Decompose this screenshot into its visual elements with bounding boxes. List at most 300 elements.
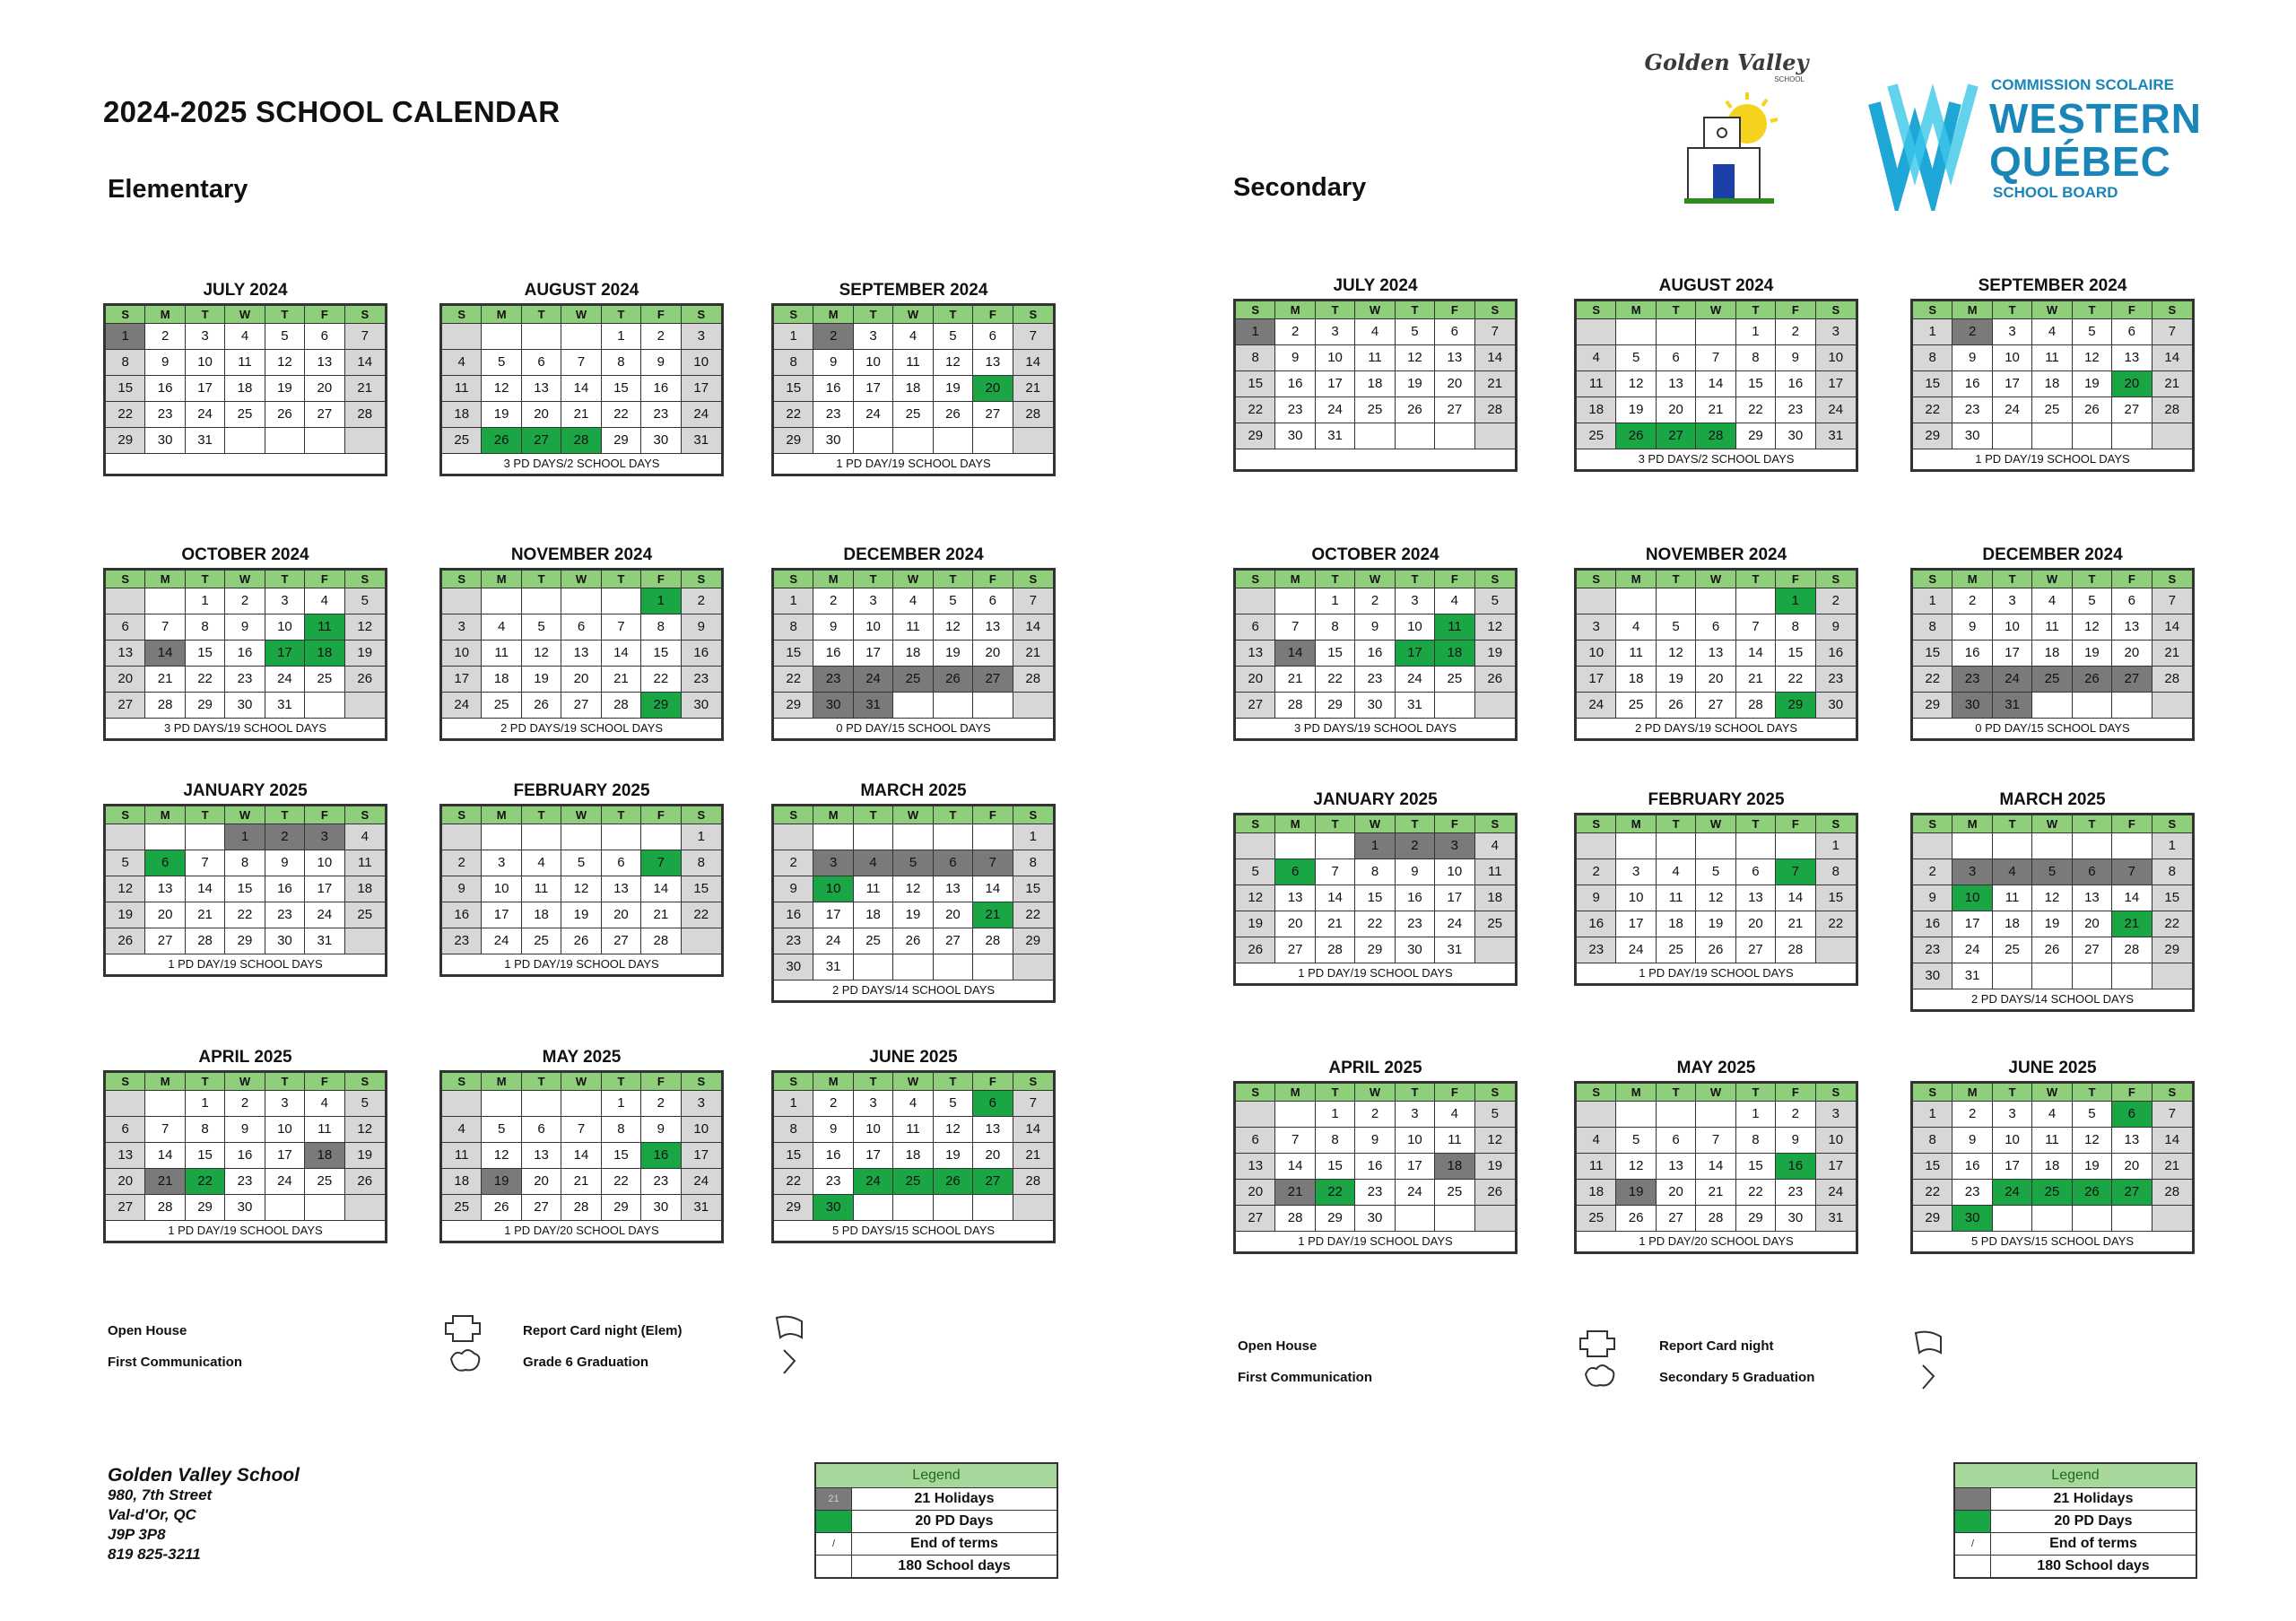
day-cell: 1 bbox=[1913, 1102, 1952, 1127]
day-cell: 12 bbox=[1475, 614, 1515, 640]
week-row bbox=[1913, 963, 2192, 989]
day-cell: 27 bbox=[1236, 693, 1275, 718]
day-cell: 4 bbox=[2032, 588, 2072, 614]
week-row bbox=[774, 824, 1053, 850]
day-cell bbox=[482, 324, 521, 349]
day-cell: 2 bbox=[1816, 588, 1856, 614]
month-grid bbox=[1910, 299, 2195, 472]
day-cell: 3 bbox=[1816, 1102, 1856, 1127]
legend-swatch-pd bbox=[816, 1511, 852, 1532]
month-june-2025 bbox=[771, 1045, 1056, 1243]
day-cell: 3 bbox=[265, 1091, 305, 1116]
day-cell: 26 bbox=[2032, 937, 2072, 963]
month-december-2024 bbox=[1910, 543, 2195, 741]
day-cell bbox=[2112, 423, 2152, 449]
weekday-label: S bbox=[361, 572, 370, 586]
day-cell: 5 bbox=[934, 588, 973, 614]
day-cell: 15 bbox=[1316, 1154, 1355, 1179]
day-cell bbox=[561, 1091, 601, 1116]
day-cell: 9 bbox=[813, 350, 853, 375]
day-cell: 13 bbox=[106, 1143, 145, 1168]
day-cell: 11 bbox=[305, 614, 344, 640]
week-row bbox=[1577, 859, 1856, 885]
day-cell bbox=[893, 428, 933, 453]
day-cell: 26 bbox=[106, 928, 145, 954]
day-cell: 10 bbox=[854, 614, 893, 640]
day-cell: 5 bbox=[1696, 859, 1735, 885]
day-cell: 30 bbox=[265, 928, 305, 954]
day-cell bbox=[1013, 693, 1053, 718]
day-cell: 1 bbox=[1816, 833, 1856, 858]
month-january-2025 bbox=[1233, 788, 1518, 986]
week-row bbox=[1913, 859, 2192, 885]
weekday-label: W bbox=[893, 806, 933, 824]
weekday-label: T bbox=[522, 571, 561, 588]
month-summary: 1 PD DAY/19 SCHOOL DAYS bbox=[1298, 1234, 1453, 1248]
weekday-label: W bbox=[1696, 815, 1735, 832]
month-title: OCTOBER 2024 bbox=[1311, 545, 1439, 564]
day-cell: 22 bbox=[106, 402, 145, 427]
day-cell: 23 bbox=[1952, 667, 1992, 692]
day-cell: 10 bbox=[1952, 885, 1992, 911]
day-cell: 7 bbox=[1316, 859, 1355, 885]
day-cell: 26 bbox=[265, 402, 305, 427]
day-cell: 28 bbox=[602, 693, 641, 718]
day-cell: 8 bbox=[1236, 345, 1275, 370]
day-cell: 27 bbox=[106, 693, 145, 718]
day-cell: 22 bbox=[774, 667, 813, 692]
day-cell: 14 bbox=[2152, 614, 2192, 640]
day-cell: 22 bbox=[1816, 911, 1856, 937]
week-row bbox=[774, 614, 1053, 641]
day-cell: 5 bbox=[265, 324, 305, 349]
wq-line1: COMMISSION SCOLAIRE bbox=[1991, 76, 2175, 93]
address-line4: 819 825-3211 bbox=[108, 1546, 201, 1563]
weekday-label: T bbox=[186, 1073, 225, 1090]
weekday-label: S bbox=[1831, 817, 1840, 831]
day-cell: 18 bbox=[1993, 911, 2032, 937]
day-cell bbox=[1913, 833, 1952, 858]
day-cell: 17 bbox=[1816, 371, 1856, 397]
day-cell: 21 bbox=[973, 902, 1013, 928]
weekday-label: W bbox=[2032, 301, 2072, 318]
day-cell: 11 bbox=[2032, 1128, 2072, 1153]
day-cell: 9 bbox=[1952, 345, 1992, 370]
day-cell: 24 bbox=[1396, 667, 1435, 692]
day-cell: 7 bbox=[1776, 859, 1815, 885]
week-row bbox=[1236, 859, 1515, 885]
weekday-label: W bbox=[893, 571, 933, 588]
week-row bbox=[1577, 885, 1856, 911]
day-cell bbox=[265, 428, 305, 453]
key-symbols-icon bbox=[444, 1314, 483, 1377]
day-cell bbox=[145, 1091, 185, 1116]
day-cell: 16 bbox=[1577, 911, 1616, 937]
day-cell: 14 bbox=[1776, 885, 1815, 911]
day-cell bbox=[1616, 588, 1656, 614]
day-cell: 12 bbox=[1657, 641, 1696, 666]
day-cell: 8 bbox=[225, 850, 265, 876]
day-cell: 30 bbox=[1355, 693, 1395, 718]
day-cell bbox=[2073, 963, 2112, 989]
day-cell: 4 bbox=[1435, 588, 1474, 614]
weekday-label: F bbox=[2112, 571, 2152, 588]
day-cell: 7 bbox=[1013, 324, 1053, 349]
day-cell bbox=[442, 1091, 482, 1116]
day-cell: 29 bbox=[186, 1195, 225, 1220]
day-cell: 13 bbox=[2112, 614, 2152, 640]
day-cell bbox=[2112, 1206, 2152, 1231]
legend-label-school-days: 180 School days bbox=[898, 1558, 1011, 1573]
day-cell: 13 bbox=[1435, 345, 1474, 370]
day-cell: 19 bbox=[1396, 371, 1435, 397]
day-cell: 20 bbox=[145, 902, 185, 928]
month-grid bbox=[1910, 568, 2195, 741]
month-june-2025 bbox=[1910, 1056, 2195, 1254]
day-cell: 26 bbox=[482, 428, 521, 453]
day-cell bbox=[2112, 693, 2152, 718]
week-row bbox=[106, 324, 385, 350]
day-cell: 30 bbox=[641, 1195, 681, 1220]
day-cell bbox=[813, 824, 853, 850]
day-cell: 13 bbox=[561, 641, 601, 666]
weekday-label: S bbox=[361, 308, 370, 321]
day-cell: 7 bbox=[1013, 1091, 1053, 1116]
day-cell bbox=[1616, 833, 1656, 858]
day-cell: 22 bbox=[1013, 902, 1053, 928]
day-cell: 7 bbox=[145, 614, 185, 640]
day-cell: 31 bbox=[1396, 693, 1435, 718]
week-row bbox=[106, 693, 385, 719]
week-row bbox=[106, 928, 385, 954]
day-cell: 23 bbox=[442, 928, 482, 954]
day-cell: 24 bbox=[1816, 1180, 1856, 1205]
day-cell: 22 bbox=[1736, 1180, 1776, 1205]
day-cell: 22 bbox=[1913, 397, 1952, 423]
weekday-label: F bbox=[1435, 571, 1474, 588]
day-cell: 23 bbox=[1952, 397, 1992, 423]
month-march-2025 bbox=[1910, 788, 2195, 1012]
school-building-icon bbox=[1632, 83, 1821, 209]
day-cell: 16 bbox=[1355, 641, 1395, 666]
day-cell: 6 bbox=[1236, 1128, 1275, 1153]
weekday-header bbox=[774, 571, 1053, 588]
day-cell bbox=[973, 693, 1013, 718]
day-cell bbox=[225, 428, 265, 453]
day-cell: 9 bbox=[1396, 859, 1435, 885]
day-cell bbox=[1577, 588, 1616, 614]
sec-key-report-card: Report Card night bbox=[1659, 1338, 1774, 1354]
day-cell bbox=[2032, 833, 2072, 858]
day-cell: 10 bbox=[854, 350, 893, 375]
logo-text: Golden Valley bbox=[1644, 49, 1809, 75]
day-cell: 30 bbox=[813, 1195, 853, 1220]
week-row bbox=[1913, 667, 2192, 693]
month-summary: 0 PD DAY/15 SCHOOL DAYS bbox=[836, 721, 991, 735]
weekday-label: T bbox=[1736, 1084, 1776, 1101]
day-cell: 1 bbox=[641, 588, 681, 614]
weekday-label: M bbox=[1952, 571, 1992, 588]
day-cell: 9 bbox=[225, 614, 265, 640]
day-cell: 11 bbox=[1577, 371, 1616, 397]
day-cell bbox=[106, 1091, 145, 1116]
legend-elementary bbox=[814, 1462, 1058, 1579]
weekday-label: S bbox=[106, 806, 145, 824]
weekday-label: F bbox=[2112, 815, 2152, 832]
day-cell: 29 bbox=[186, 693, 225, 718]
day-cell bbox=[2112, 833, 2152, 858]
day-cell bbox=[934, 824, 973, 850]
weekday-label: M bbox=[1616, 1084, 1656, 1101]
day-cell: 5 bbox=[345, 1091, 385, 1116]
month-grid bbox=[771, 1070, 1056, 1243]
day-cell: 16 bbox=[265, 876, 305, 902]
day-cell: 25 bbox=[2032, 667, 2072, 692]
week-row bbox=[1577, 345, 1856, 371]
day-cell: 2 bbox=[1776, 319, 1815, 344]
day-cell: 17 bbox=[854, 1143, 893, 1168]
day-cell: 25 bbox=[1993, 937, 2032, 963]
day-cell: 18 bbox=[345, 876, 385, 902]
week-row bbox=[442, 876, 721, 902]
day-cell bbox=[1577, 1102, 1616, 1127]
week-row bbox=[1913, 693, 2192, 719]
day-cell: 1 bbox=[186, 1091, 225, 1116]
day-cell: 5 bbox=[934, 324, 973, 349]
day-cell: 7 bbox=[2152, 588, 2192, 614]
legend-swatch-school bbox=[1955, 1556, 1991, 1577]
day-cell: 5 bbox=[1616, 1128, 1656, 1153]
weekday-label: S bbox=[2168, 572, 2177, 586]
weekday-label: M bbox=[482, 306, 521, 323]
day-cell: 28 bbox=[345, 402, 385, 427]
week-row bbox=[774, 641, 1053, 667]
day-cell bbox=[1657, 833, 1696, 858]
day-cell bbox=[345, 928, 385, 954]
week-row bbox=[1577, 1128, 1856, 1154]
weekday-label: F bbox=[1435, 815, 1474, 832]
day-cell: 9 bbox=[1275, 345, 1315, 370]
day-cell bbox=[1475, 937, 1515, 963]
month-summary: 1 PD DAY/19 SCHOOL DAYS bbox=[504, 957, 659, 971]
day-cell: 11 bbox=[2032, 345, 2072, 370]
weekday-label: T bbox=[934, 1073, 973, 1090]
day-cell: 8 bbox=[602, 350, 641, 375]
day-cell: 15 bbox=[186, 1143, 225, 1168]
day-cell: 20 bbox=[934, 902, 973, 928]
day-cell: 19 bbox=[1475, 641, 1515, 666]
day-cell: 21 bbox=[641, 902, 681, 928]
day-cell: 11 bbox=[225, 350, 265, 375]
day-cell: 4 bbox=[305, 588, 344, 614]
wq-line4: SCHOOL BOARD bbox=[1993, 184, 2118, 201]
day-cell: 2 bbox=[442, 850, 482, 876]
day-cell: 25 bbox=[2032, 1180, 2072, 1205]
week-row bbox=[774, 902, 1053, 928]
day-cell: 11 bbox=[1657, 885, 1696, 911]
day-cell bbox=[1952, 833, 1992, 858]
day-cell bbox=[1396, 423, 1435, 449]
day-cell: 4 bbox=[345, 824, 385, 850]
legend-label-end-terms: End of terms bbox=[910, 1536, 998, 1551]
weekday-label: S bbox=[2168, 817, 2177, 831]
weekday-label: M bbox=[1616, 815, 1656, 832]
day-cell bbox=[522, 324, 561, 349]
month-grid bbox=[1233, 1081, 1518, 1254]
day-cell: 7 bbox=[2152, 1102, 2192, 1127]
day-cell bbox=[561, 824, 601, 850]
legend-swatch-holiday bbox=[1955, 1488, 1991, 1510]
weekday-label: S bbox=[106, 1073, 145, 1090]
legend-label-holidays: 21 Holidays bbox=[2053, 1491, 2134, 1506]
day-cell: 2 bbox=[813, 588, 853, 614]
weekday-label: F bbox=[973, 571, 1013, 588]
day-cell bbox=[2032, 1206, 2072, 1231]
weekday-label: T bbox=[186, 806, 225, 824]
day-cell bbox=[106, 824, 145, 850]
day-cell: 19 bbox=[482, 1169, 521, 1194]
weekday-label: T bbox=[522, 1073, 561, 1090]
day-cell: 4 bbox=[1616, 614, 1656, 640]
week-row bbox=[1577, 1102, 1856, 1128]
day-cell bbox=[1435, 693, 1474, 718]
day-cell: 15 bbox=[774, 641, 813, 666]
day-cell: 26 bbox=[1236, 937, 1275, 963]
day-cell: 16 bbox=[225, 1143, 265, 1168]
day-cell: 14 bbox=[1275, 641, 1315, 666]
day-cell: 1 bbox=[1736, 1102, 1776, 1127]
day-cell: 16 bbox=[145, 376, 185, 401]
day-cell: 31 bbox=[1952, 963, 1992, 989]
day-cell: 23 bbox=[225, 667, 265, 692]
day-cell: 8 bbox=[186, 1117, 225, 1142]
weekday-label: S bbox=[774, 571, 813, 588]
week-row bbox=[442, 324, 721, 350]
day-cell: 30 bbox=[1952, 693, 1992, 718]
day-cell: 22 bbox=[602, 1169, 641, 1194]
week-row bbox=[442, 376, 721, 402]
month-summary: 1 PD DAY/19 SCHOOL DAYS bbox=[168, 957, 323, 971]
flag-chevron-icon bbox=[771, 1314, 807, 1377]
day-cell: 2 bbox=[1275, 319, 1315, 344]
week-row bbox=[442, 1195, 721, 1221]
day-cell: 28 bbox=[1275, 693, 1315, 718]
day-cell bbox=[893, 954, 933, 980]
day-cell bbox=[2112, 963, 2152, 989]
day-cell: 14 bbox=[2152, 345, 2192, 370]
day-cell: 4 bbox=[893, 324, 933, 349]
month-grid bbox=[103, 303, 387, 476]
weekday-header bbox=[442, 571, 721, 588]
weekday-label: T bbox=[2073, 571, 2112, 588]
day-cell: 13 bbox=[973, 350, 1013, 375]
week-row bbox=[1577, 667, 1856, 693]
weekday-label: T bbox=[2073, 815, 2112, 832]
day-cell: 16 bbox=[1396, 885, 1435, 911]
day-cell: 2 bbox=[1396, 833, 1435, 858]
day-cell bbox=[973, 428, 1013, 453]
day-cell: 14 bbox=[2152, 1128, 2192, 1153]
week-row bbox=[106, 902, 385, 928]
weekday-label: T bbox=[1316, 815, 1355, 832]
day-cell: 15 bbox=[1913, 641, 1952, 666]
day-cell: 9 bbox=[813, 614, 853, 640]
day-cell bbox=[854, 954, 893, 980]
day-cell: 4 bbox=[1435, 1102, 1474, 1127]
week-row bbox=[106, 824, 385, 850]
day-cell: 10 bbox=[854, 1117, 893, 1142]
day-cell: 31 bbox=[682, 428, 721, 453]
weekday-label: T bbox=[934, 306, 973, 323]
day-cell: 30 bbox=[1396, 937, 1435, 963]
week-row bbox=[774, 667, 1053, 693]
day-cell: 18 bbox=[442, 402, 482, 427]
month-grid bbox=[1574, 813, 1858, 986]
day-cell: 5 bbox=[2073, 1102, 2112, 1127]
week-row bbox=[1913, 588, 2192, 614]
day-cell: 15 bbox=[2152, 885, 2192, 911]
day-cell bbox=[1275, 833, 1315, 858]
day-cell: 20 bbox=[973, 641, 1013, 666]
weekday-header bbox=[106, 1073, 385, 1091]
day-cell bbox=[1316, 833, 1355, 858]
week-row bbox=[1236, 911, 1515, 937]
day-cell: 23 bbox=[813, 1169, 853, 1194]
day-cell bbox=[2152, 423, 2192, 449]
weekday-header bbox=[106, 571, 385, 588]
weekday-label: T bbox=[265, 806, 305, 824]
week-row bbox=[1913, 423, 2192, 449]
weekday-label: M bbox=[145, 571, 185, 588]
day-cell: 15 bbox=[602, 376, 641, 401]
day-cell: 29 bbox=[1013, 928, 1053, 954]
day-cell: 27 bbox=[973, 402, 1013, 427]
weekday-label: T bbox=[1657, 571, 1696, 588]
weekday-label: T bbox=[1736, 571, 1776, 588]
day-cell: 24 bbox=[1993, 667, 2032, 692]
weekday-label: T bbox=[1736, 815, 1776, 832]
day-cell: 24 bbox=[186, 402, 225, 427]
month-december-2024 bbox=[771, 543, 1056, 741]
day-cell: 9 bbox=[1913, 885, 1952, 911]
week-row bbox=[774, 876, 1053, 902]
weekday-label: S bbox=[1029, 1075, 1038, 1088]
day-cell: 8 bbox=[774, 350, 813, 375]
day-cell: 5 bbox=[2073, 319, 2112, 344]
day-cell: 31 bbox=[305, 928, 344, 954]
day-cell: 24 bbox=[265, 1169, 305, 1194]
day-cell: 9 bbox=[1355, 614, 1395, 640]
key-open-house: Open House bbox=[108, 1323, 187, 1338]
day-cell: 7 bbox=[1696, 1128, 1735, 1153]
weekday-label: W bbox=[561, 806, 601, 824]
week-row bbox=[774, 954, 1053, 980]
day-cell: 13 bbox=[1657, 1154, 1696, 1179]
day-cell: 26 bbox=[345, 1169, 385, 1194]
day-cell bbox=[934, 428, 973, 453]
day-cell: 17 bbox=[1952, 911, 1992, 937]
day-cell: 22 bbox=[225, 902, 265, 928]
weekday-label: F bbox=[1776, 815, 1815, 832]
month-may-2025 bbox=[1574, 1056, 1858, 1254]
day-cell: 26 bbox=[1475, 667, 1515, 692]
day-cell: 1 bbox=[1236, 319, 1275, 344]
day-cell: 18 bbox=[893, 376, 933, 401]
day-cell: 24 bbox=[682, 1169, 721, 1194]
day-cell: 20 bbox=[2112, 371, 2152, 397]
day-cell: 12 bbox=[1236, 885, 1275, 911]
week-row bbox=[1577, 319, 1856, 345]
